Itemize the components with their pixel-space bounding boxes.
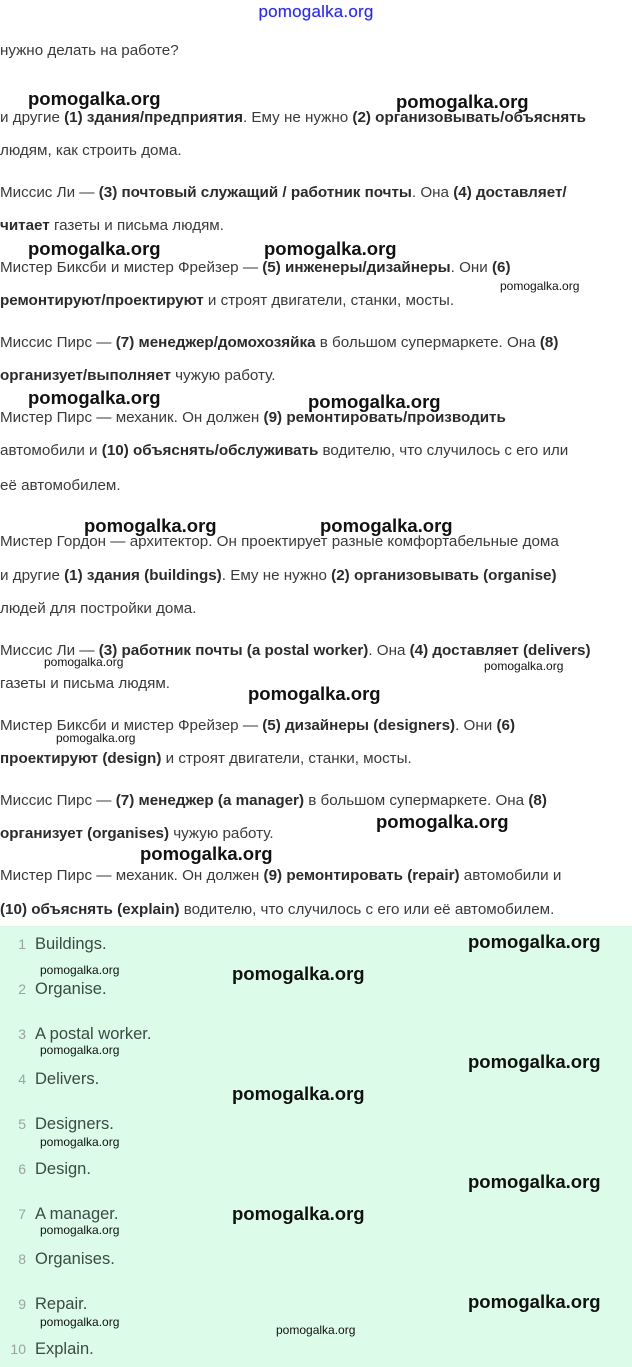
solution-line: [0, 784, 632, 818]
solution-line: [0, 634, 632, 668]
solution-line: [0, 667, 632, 701]
exercise-segment: организует/выполняет: [0, 367, 171, 384]
answer-item: [0, 1334, 632, 1364]
answer-text: A postal worker.: [35, 1024, 152, 1043]
answer-item: [0, 1064, 632, 1094]
solution-segment: проектируют (design): [0, 750, 162, 767]
watermark: pomogalka.org: [40, 963, 120, 977]
watermark: pomogalka.org: [232, 1083, 365, 1104]
exercise-segment: (4) доставляет/: [453, 184, 567, 201]
solution-segment: (7) менеджер (a manager): [115, 792, 305, 809]
answer-number: 3: [18, 1026, 26, 1042]
exercise-segment: водителю, что случилось с его или: [318, 442, 569, 459]
exercise-segment: Миссис Ли —: [0, 184, 99, 201]
answer-number: 1: [18, 936, 26, 952]
exercise-line: [0, 434, 632, 468]
answer-item: [0, 974, 632, 1004]
solution-line: [0, 709, 632, 743]
watermark: pomogalka.org: [28, 387, 161, 408]
exercise-segment: . Ему не нужно: [242, 109, 353, 126]
watermark: pomogalka.org: [40, 1315, 120, 1329]
solution-line: [0, 525, 632, 559]
solution-segment: (6): [496, 717, 515, 734]
watermark: pomogalka.org: [84, 515, 217, 536]
exercise-segment: (3) почтовый служащий / работник почты: [98, 184, 412, 201]
answer-text: A manager.: [35, 1204, 119, 1223]
answer-item: [0, 1244, 632, 1274]
answer-text: Buildings.: [35, 934, 107, 953]
answer-text: Organises.: [35, 1249, 115, 1268]
watermark: pomogalka.org: [276, 1323, 356, 1337]
solution-segment: . Она: [368, 642, 410, 659]
watermark: pomogalka.org: [232, 963, 365, 984]
exercise-segment: и другие: [0, 109, 65, 126]
solution-line: [0, 559, 632, 593]
exercise-segment: (5) инженеры/дизайнеры: [262, 259, 451, 276]
exercise-segment: (6): [491, 259, 511, 276]
exercise-segment: газеты и письма людям.: [49, 217, 224, 234]
watermark: pomogalka.org: [468, 1171, 601, 1192]
exercise-segment: (2) организовывать/объяснять: [352, 109, 586, 126]
question-tail: нужно делать на работе?: [0, 42, 179, 59]
answer-number: 4: [18, 1071, 26, 1087]
exercise-segment: (9) ремонтировать/производить: [263, 409, 506, 426]
exercise-segment: ремонтируют/проектируют: [0, 292, 204, 309]
solution-segment: Мистер Биксби и мистер Фрейзер —: [0, 717, 263, 734]
watermark: pomogalka.org: [28, 88, 161, 109]
answer-text: Design.: [35, 1159, 91, 1178]
exercise-line: [0, 326, 632, 360]
answer-item: [0, 929, 632, 959]
watermark: pomogalka.org: [248, 683, 381, 704]
solution-segment: Миссис Ли —: [0, 642, 99, 659]
answer-item: [0, 1289, 632, 1319]
watermark: pomogalka.org: [376, 811, 509, 832]
exercise-segment: . Они: [450, 259, 492, 276]
watermark: pomogalka.org: [40, 1043, 120, 1057]
exercise-segment: (8): [539, 334, 559, 351]
exercise-segment: Миссис Пирс —: [0, 334, 116, 351]
solution-segment: . Ему не нужно: [221, 567, 332, 584]
solution-segment: и строят двигатели, станки, мосты.: [161, 750, 412, 767]
answer-text: Organise.: [35, 979, 107, 998]
watermark: pomogalka.org: [308, 391, 441, 412]
exercise-segment: . Она: [411, 184, 454, 201]
watermark: pomogalka.org: [56, 731, 136, 745]
answer-number: 10: [10, 1341, 26, 1357]
watermark: pomogalka.org: [468, 1291, 601, 1312]
watermark: pomogalka.org: [500, 279, 580, 293]
watermark: pomogalka.org: [264, 238, 397, 259]
exercise-segment: её автомобилем.: [0, 477, 121, 494]
solution-segment: водителю, что случилось с его или её автомобилем.: [179, 901, 555, 918]
exercise-segment: (10) объяснять/обслуживать: [101, 442, 319, 459]
solution-segment: (8): [528, 792, 547, 809]
solution-segment: Мистер Пирс — механик. Он должен: [0, 867, 264, 884]
answer-item: [0, 1019, 632, 1049]
top-watermark: pomogalka.org: [258, 2, 374, 21]
watermark: pomogalka.org: [28, 238, 161, 259]
exercise-segment: Мистер Пирс — механик. Он должен: [0, 409, 264, 426]
exercise-line: [0, 469, 632, 503]
exercise-segment: людям, как строить дома.: [0, 142, 182, 159]
exercise-line: [0, 359, 632, 393]
solution-segment: (10) объяснять (explain): [0, 901, 180, 918]
solution-line: [0, 817, 632, 851]
exercise-segment: читает: [0, 217, 50, 234]
solution-segment: (9) ремонтировать (repair): [263, 867, 460, 884]
answer-text: Explain.: [35, 1339, 94, 1358]
exercise-line: [0, 101, 632, 135]
solution-segment: газеты и письма людям.: [0, 675, 170, 692]
answer-number: 2: [18, 981, 26, 997]
solution-line: [0, 893, 632, 927]
exercise-segment: Мистер Биксби и мистер Фрейзер —: [0, 259, 263, 276]
solution-segment: (4) доставляет (delivers): [409, 642, 591, 659]
answers-panel: [0, 926, 632, 1367]
answer-text: Repair.: [35, 1294, 88, 1313]
solution-line: [0, 859, 632, 893]
solution-segment: и другие: [0, 567, 65, 584]
exercise-line: [0, 134, 632, 168]
solution-line: [0, 592, 632, 626]
watermark: pomogalka.org: [40, 1135, 120, 1149]
exercise-segment: чужую работу.: [170, 367, 276, 384]
solution-segment: (5) дизайнеры (designers): [262, 717, 456, 734]
answer-item: [0, 1154, 632, 1184]
answer-item: [0, 1109, 632, 1139]
solution-segment: людей для постройки дома.: [0, 600, 197, 617]
solution-segment: (3) работник почты (a postal worker): [98, 642, 369, 659]
watermark: pomogalka.org: [484, 659, 564, 673]
solution-segment: автомобили и: [459, 867, 562, 884]
solution-line: [0, 742, 632, 776]
exercise-segment: (7) менеджер/домохозяйка: [115, 334, 316, 351]
solution-segment: . Они: [455, 717, 497, 734]
solution-segment: Мистер Гордон — архитектор. Он проектирует разные комфортабельные дома: [0, 533, 559, 550]
exercise-line: [0, 284, 632, 318]
solution-segment: (2) организовывать (organise): [331, 567, 557, 584]
answer-text: Delivers.: [35, 1069, 100, 1088]
watermark: pomogalka.org: [468, 1051, 601, 1072]
exercise-line: [0, 401, 632, 435]
watermark: pomogalka.org: [140, 843, 273, 864]
exercise-line: [0, 251, 632, 285]
watermark: pomogalka.org: [396, 91, 529, 112]
exercise-segment: в большом супермаркете. Она: [315, 334, 540, 351]
solution-segment: чужую работу.: [169, 825, 274, 842]
solution-segment: организует (organises): [0, 825, 170, 842]
watermark: pomogalka.org: [320, 515, 453, 536]
watermark: pomogalka.org: [44, 655, 124, 669]
solution-segment: в большом супермаркете. Она: [304, 792, 529, 809]
answer-number: 5: [18, 1116, 26, 1132]
answer-number: 6: [18, 1161, 26, 1177]
exercise-line: [0, 209, 632, 243]
exercise-line: [0, 176, 632, 210]
watermark: pomogalka.org: [40, 1223, 120, 1237]
solution-segment: (1) здания (buildings): [64, 567, 222, 584]
answer-text: Designers.: [35, 1114, 114, 1133]
solution-segment: Миссис Пирс —: [0, 792, 116, 809]
answer-number: 9: [18, 1296, 26, 1312]
watermark: pomogalka.org: [468, 931, 601, 952]
answer-number: 8: [18, 1251, 26, 1267]
exercise-segment: и строят двигатели, станки, мосты.: [203, 292, 455, 309]
exercise-segment: автомобили и: [0, 442, 102, 459]
answer-number: 7: [18, 1206, 26, 1222]
watermark: pomogalka.org: [232, 1203, 365, 1224]
answer-item: [0, 1199, 632, 1229]
exercise-segment: (1) здания/предприятия: [64, 109, 243, 126]
